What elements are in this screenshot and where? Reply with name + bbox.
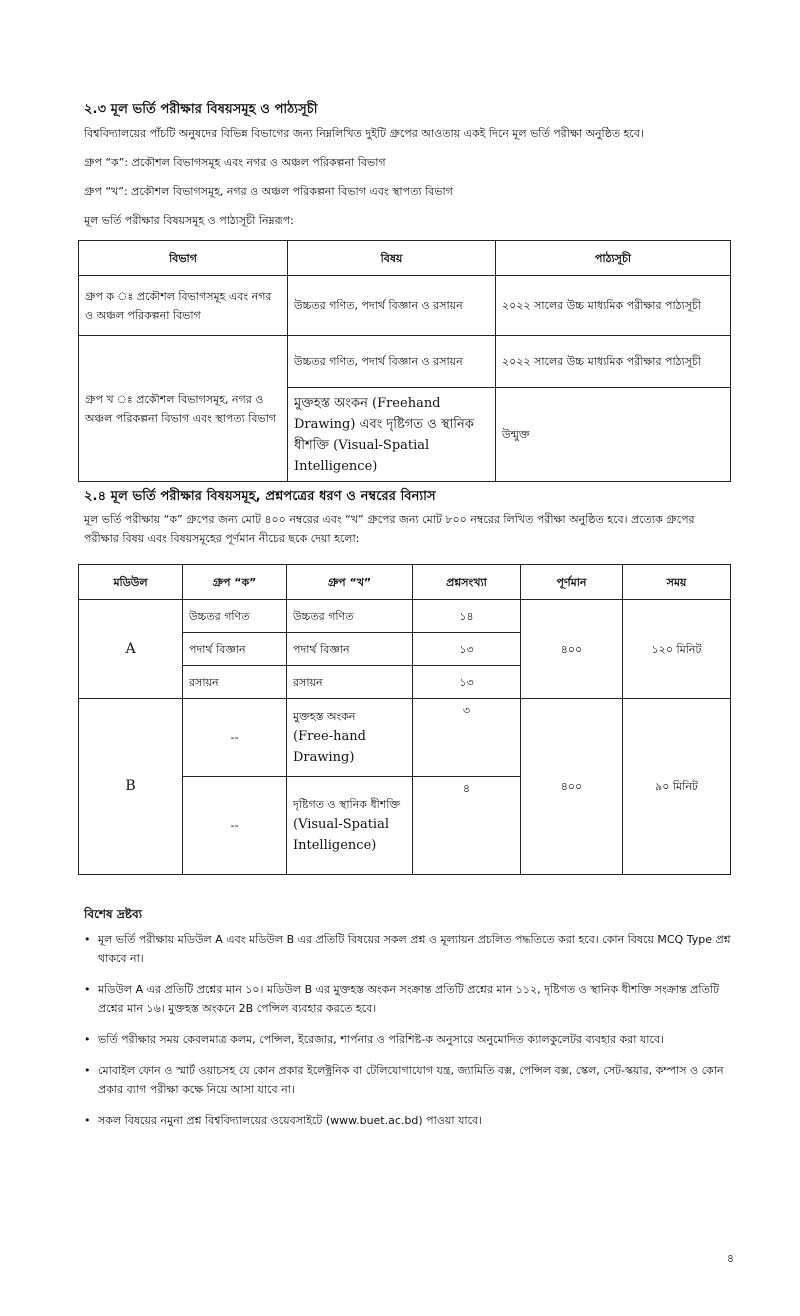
group-ka-subject-cell: -- <box>183 699 287 777</box>
group-kha-subject-cell <box>287 777 413 875</box>
table-row <box>79 336 731 388</box>
time-cell: ৯০ মিনিট <box>623 699 731 875</box>
syllabus-cell: ২০২২ সালের উচ্চ মাধ্যমিক পরীক্ষার পাঠ্যসূচী <box>496 276 731 336</box>
list-item <box>84 1030 736 1049</box>
note-text: মোবাইল ফোন ও স্মার্ট ওয়াচসহ যে কোন প্রকার ইলেক্ট্রনিক বা টেলিযোগাযোগ যন্ত্র, জ্যামিতি বক্স, পেন্সিল বক্স, স্কেল, সেট-স্কয়ার, কম্পাস ও কোন প্রকার ব্যাগ পরীক্ষা কক্ষে নিয়ে আসা যাবে না। <box>98 1064 724 1096</box>
module-cell: A <box>79 600 183 699</box>
syllabus-lead-text: মূল ভর্তি পরীক্ষার বিষয়সমূহ ও পাঠ্যসূচী নিম্নরূপ: <box>84 214 294 227</box>
note-text: মডিউল A এর প্রতিটি প্রশ্নের মান ১০। মডিউল B এর মুক্তহস্ত অংকন সংক্রান্ত প্রতিটি প্রশ্নের মান ১১২, দৃষ্টিগত ও স্থানিক ধীশক্তি সংক্রান্ত প্রতিটি প্রশ্নের মান ১৬। মুক্তহস্ত অংকনে 2B পেন্সিল ব্যবহার করতে হবে। <box>98 983 719 1015</box>
table-row <box>79 276 731 336</box>
section-2-4-title: ২.৪ মূল ভর্তি পরীক্ষার বিষয়সমূহ, প্রশ্নপত্রের ধরণ ও নম্বরের বিন্যাস <box>84 489 436 504</box>
bullet-icon: • <box>84 1064 91 1077</box>
list-item <box>84 980 736 1018</box>
bullet-icon: • <box>84 933 91 946</box>
bullet-icon: • <box>84 983 91 996</box>
list-item <box>84 1111 736 1130</box>
group-kha-subject-cell: পদার্থ বিজ্ঞান <box>287 633 413 666</box>
question-count-cell: ১৪ <box>413 600 521 633</box>
subject-english-name: (Free-hand Drawing) <box>293 729 366 765</box>
subject-cell: মুক্তহস্ত অংকন (Freehand Drawing) এবং দৃষ্টিগত ও স্থানিক ধীশক্তি (Visual-Spatial Intelligence) <box>288 388 496 482</box>
bullet-icon: • <box>84 1033 91 1046</box>
subject-bangla-name: দৃষ্টিগত ও স্থানিক ধীশক্তি <box>293 798 401 811</box>
subject-cell: উচ্চতর গণিত, পদার্থ বিজ্ঞান ও রসায়ন <box>288 336 496 388</box>
page-number: ৪ <box>726 1252 734 1265</box>
special-notes-list <box>84 930 736 1142</box>
subject-cell: উচ্চতর গণিত, পদার্থ বিজ্ঞান ও রসায়ন <box>288 276 496 336</box>
special-notes-title: বিশেষ দ্রষ্টব্য <box>84 907 143 921</box>
list-item <box>84 930 736 968</box>
group-ka-description: গ্রুপ “ক”: প্রকৌশল বিভাগসমূহ এবং নগর ও অঞ্চল পরিকল্পনা বিভাগ <box>84 156 386 169</box>
question-count-cell: ১৩ <box>413 666 521 699</box>
table-header-row <box>79 565 731 600</box>
group-ka-subject-cell: পদার্থ বিজ্ঞান <box>183 633 287 666</box>
syllabus-cell: উন্মুক্ত <box>496 388 731 482</box>
dept-cell: গ্রুপ ক ঃ প্রকৌশল বিভাগসমূহ এবং নগর ও অঞ্চল পরিকল্পনা বিভাগ <box>79 276 288 336</box>
time-cell: ১২০ মিনিট <box>623 600 731 699</box>
column-header: প্রশ্নসংখ্যা <box>413 565 521 600</box>
full-marks-cell: ৪০০ <box>521 600 623 699</box>
column-header: মডিউল <box>79 565 183 600</box>
column-header: পূর্ণমান <box>521 565 623 600</box>
section-2-4-intro: মূল ভর্তি পরীক্ষায় “ক” গ্রুপের জন্য মোট ৪০০ নম্বরের এবং “খ” গ্রুপের জন্য মোট ৮০০ নম্বরের লিখিত পরীক্ষা অনুষ্ঠিত হবে। প্রত্যেক গ্রুপের পরীক্ষার বিষয় এবং বিষয়সমূহের পূর্ণমান নীচের ছকে দেয়া হলো: <box>84 513 695 545</box>
table-header-row <box>79 241 731 276</box>
note-text: মূল ভর্তি পরীক্ষায় মডিউল A এবং মডিউল B এর প্রতিটি বিষয়ের সকল প্রশ্ন ও মূল্যায়ন প্রচলিত পদ্ধতিতে করা হবে। কোন বিষয়ে MCQ Type প্রশ্ন থাকবে না। <box>98 933 731 965</box>
column-header: বিভাগ <box>79 241 288 276</box>
table-row <box>79 699 731 777</box>
syllabus-cell: ২০২২ সালের উচ্চ মাধ্যমিক পরীক্ষার পাঠ্যসূচী <box>496 336 731 388</box>
group-ka-subject-cell: -- <box>183 777 287 875</box>
group-kha-subject-cell: উচ্চতর গণিত <box>287 600 413 633</box>
subject-bangla-name: মুক্তহস্ত অংকন <box>293 710 356 723</box>
column-header: বিষয় <box>288 241 496 276</box>
question-count-cell: ৩ <box>413 699 521 777</box>
group-ka-subject-cell: উচ্চতর গণিত <box>183 600 287 633</box>
group-kha-subject-cell <box>287 699 413 777</box>
section-2-3-title: ২.৩ মূল ভর্তি পরীক্ষার বিষয়সমূহ ও পাঠ্যসূচী <box>84 102 318 117</box>
column-header: সময় <box>623 565 731 600</box>
group-kha-description: গ্রুপ “খ”: প্রকৌশল বিভাগসমূহ, নগর ও অঞ্চল পরিকল্পনা বিভাগ এবং স্থাপত্য বিভাগ <box>84 185 453 198</box>
subject-english-name: (Visual-Spatial Intelligence) <box>293 817 390 853</box>
marks-table <box>78 564 731 875</box>
dept-cell: গ্রুপ খ ঃ প্রকৌশল বিভাগসমূহ, নগর ও অঞ্চল পরিকল্পনা বিভাগ এবং স্থাপত্য বিভাগ <box>79 336 288 482</box>
group-ka-subject-cell: রসায়ন <box>183 666 287 699</box>
full-marks-cell: ৪০০ <box>521 699 623 875</box>
note-text: সকল বিষয়ের নমুনা প্রশ্ন বিশ্ববিদ্যালয়ের ওয়েবসাইটে (www.buet.ac.bd) পাওয়া যাবে। <box>98 1114 483 1127</box>
list-item <box>84 1061 736 1099</box>
column-header: গ্রুপ “খ” <box>287 565 413 600</box>
note-text: ভর্তি পরীক্ষার সময় কেবলমাত্র কলম, পেন্সিল, ইরেজার, শার্পনার ও পরিশিষ্ট-ক অনুসারে অনুমোদিত ক্যালকুলেটর ব্যবহার করা যাবে। <box>98 1033 664 1046</box>
table-row <box>79 600 731 633</box>
column-header: গ্রুপ “ক” <box>183 565 287 600</box>
group-kha-subject-cell: রসায়ন <box>287 666 413 699</box>
section-2-3-intro: বিশ্ববিদ্যালয়ের পাঁচটি অনুষদের বিভিন্ন বিভাগের জন্য নিম্নলিখিত দুইটি গ্রুপের আওতায় একই দিনে মূল ভর্তি পরীক্ষা অনুষ্ঠিত হবে। <box>84 127 644 140</box>
column-header: পাঠ্যসূচী <box>496 241 731 276</box>
module-cell: B <box>79 699 183 875</box>
syllabus-table <box>78 240 731 482</box>
question-count-cell: ৪ <box>413 777 521 875</box>
bullet-icon: • <box>84 1114 91 1127</box>
question-count-cell: ১৩ <box>413 633 521 666</box>
